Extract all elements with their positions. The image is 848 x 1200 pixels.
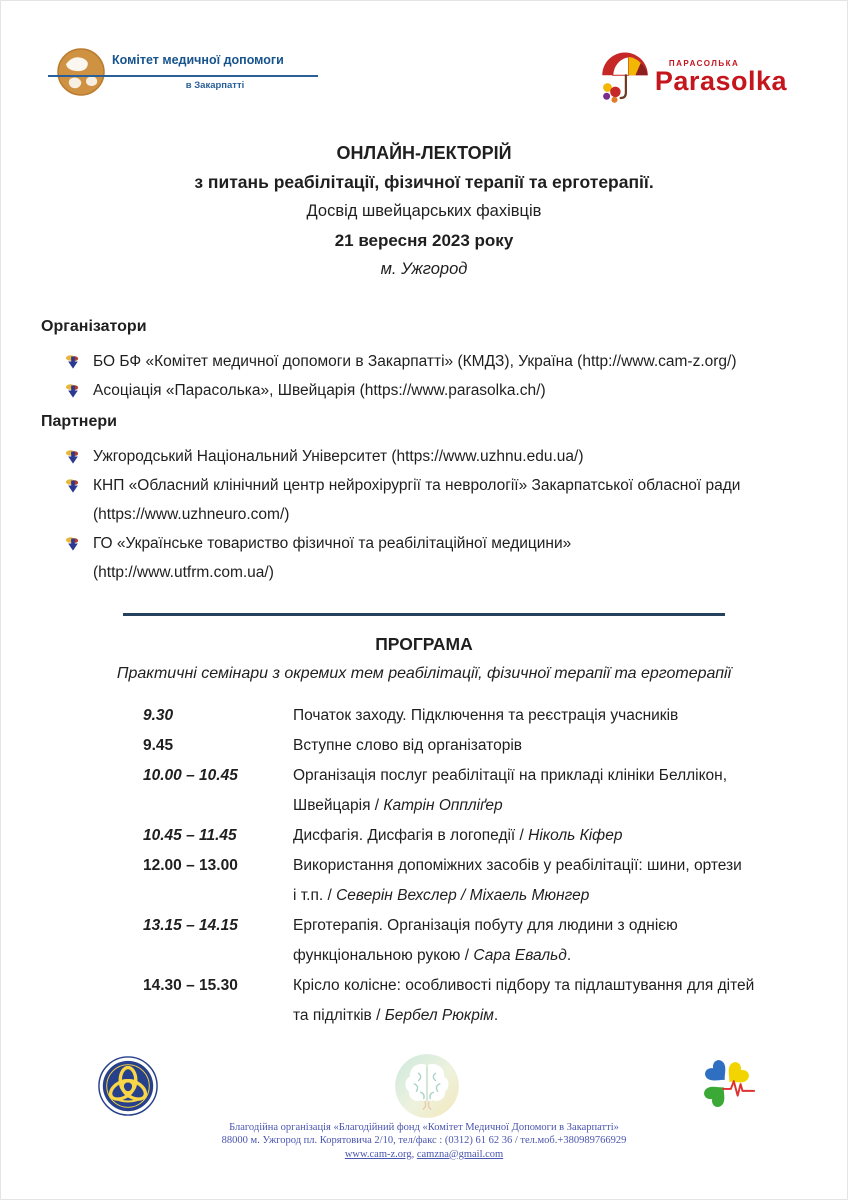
footer-text xyxy=(1,1121,847,1162)
program-description xyxy=(293,851,757,911)
program-description xyxy=(293,971,757,1031)
program-row xyxy=(143,821,757,851)
footer-links: www.cam-z.org, camzna@gmail.com xyxy=(344,1148,504,1160)
program-description xyxy=(293,911,757,971)
program-time: 10.00 – 10.45 xyxy=(143,767,238,784)
kmdz-logo-text: Комітет медичної допомоги xyxy=(112,53,284,67)
program-description xyxy=(293,701,757,731)
umbrella-icon xyxy=(597,47,653,107)
partners-heading: Партнери xyxy=(41,413,117,430)
program-row xyxy=(143,731,757,761)
event-subtitle: з питань реабілітації, фізичної терапії та ерготерапії. xyxy=(194,172,654,192)
session-text: і т.п. / xyxy=(293,887,337,904)
list-item-text: КНП «Обласний клінічний центр нейрохірургії та неврології» Закарпатської обласної ради (https://www.uzhneuro.com/) xyxy=(93,477,741,523)
program-heading: ПРОГРАМА xyxy=(375,634,473,654)
speaker-name: Ніколь Кіфер xyxy=(528,827,623,844)
session-text: . xyxy=(566,947,572,964)
uzhnu-emblem-icon xyxy=(97,1055,159,1117)
globe-icon xyxy=(56,47,106,97)
footer-link[interactable]: camzna@gmail.com xyxy=(416,1148,504,1160)
list-item-text: Асоціація «Парасолька», Швейцарія (https://www.parasolka.ch/) xyxy=(93,382,546,399)
list-item-text: БО БФ «Комітет медичної допомоги в Закарпатті» (КМДЗ), Україна (http://www.cam-z.org/) xyxy=(93,353,737,370)
program-subtitle: Практичні семінари з окремих тем реабілітації, фізичної терапії та ерготерапії xyxy=(116,665,732,682)
event-title: ОНЛАЙН-ЛЕКТОРІЙ xyxy=(336,143,512,163)
program-time: 9.45 xyxy=(143,737,174,754)
footer-org-name: Благодійна організація «Благодійний фонд «Комітет Медичної Допомоги в Закарпатті» xyxy=(229,1121,619,1133)
session-text: Використання допоміжних засобів у реабілітації: шини, ортези xyxy=(293,857,742,874)
list-item-text: Ужгородський Національний Університет (https://www.uzhnu.edu.ua/) xyxy=(93,448,584,465)
session-text: Дисфагія. Дисфагія в логопедії / xyxy=(293,827,529,844)
session-text: . xyxy=(493,1007,499,1024)
speaker-name: Бербел Рюкрім xyxy=(384,1007,494,1024)
session-text: та підлітків / xyxy=(293,1007,385,1024)
program-description xyxy=(293,821,757,851)
program-description xyxy=(293,761,757,821)
arrow-bullet-icon xyxy=(65,354,81,370)
program-time: 9.30 xyxy=(143,707,174,724)
partners-list xyxy=(41,442,757,587)
list-item xyxy=(65,376,757,405)
program-time: 13.15 – 14.15 xyxy=(143,917,238,934)
organizers-section xyxy=(41,312,757,587)
program-row xyxy=(143,851,757,911)
program-row xyxy=(143,761,757,821)
list-item xyxy=(65,471,757,529)
session-text: Швейцарія / xyxy=(293,797,384,814)
arrow-bullet-icon xyxy=(65,478,81,494)
footer xyxy=(1,1053,847,1162)
kmdz-logo-subtext: в Закарпатті xyxy=(185,80,245,91)
arrow-bullet-icon xyxy=(65,383,81,399)
divider-line xyxy=(123,613,725,616)
brain-logo-icon xyxy=(393,1052,461,1120)
list-item xyxy=(65,442,757,471)
program-time: 12.00 – 13.00 xyxy=(143,857,238,874)
program-row xyxy=(143,701,757,731)
arrow-bullet-icon xyxy=(65,536,81,552)
event-tagline: Досвід швейцарських фахівців xyxy=(306,202,542,220)
speaker-name: Северін Вехслер / Міхаель Мюнгер xyxy=(336,887,590,904)
parasolka-logo-small-text: ПАРАСОЛЬКА xyxy=(668,59,740,68)
list-item xyxy=(65,529,757,587)
session-text: Організація послуг реабілітації на прикладі клініки Беллікон, xyxy=(293,767,728,784)
speaker-name: Сара Евальд xyxy=(473,947,567,964)
header xyxy=(56,47,787,117)
event-city: м. Ужгород xyxy=(380,260,468,278)
session-text: функціональною рукою / xyxy=(293,947,474,964)
arrow-bullet-icon xyxy=(65,449,81,465)
title-block xyxy=(1,139,847,284)
parasolka-logo-big-text: Parasolka xyxy=(654,66,787,96)
footer-link[interactable]: www.cam-z.org xyxy=(344,1148,412,1160)
speaker-name: Катрін Оппліґер xyxy=(383,797,503,814)
program-row xyxy=(143,911,757,971)
hearts-flower-icon xyxy=(695,1055,759,1117)
list-item xyxy=(65,347,757,376)
session-text: Початок заходу. Підключення та реєстрація учасників xyxy=(293,707,679,724)
program-time: 14.30 – 15.30 xyxy=(143,977,238,994)
event-date: 21 вересня 2023 року xyxy=(334,231,514,250)
organizers-heading: Організатори xyxy=(41,318,147,335)
organizers-list xyxy=(41,347,757,405)
program-time: 10.45 – 11.45 xyxy=(143,827,237,844)
program-section xyxy=(1,630,847,1031)
kmdz-logo xyxy=(56,47,312,117)
program-row xyxy=(143,971,757,1031)
footer-address: 88000 м. Ужгород пл. Корятовича 2/10, тел/факс : (0312) 61 62 36 / тел.моб.+380989766929 xyxy=(221,1135,627,1146)
footer-logos xyxy=(97,1053,759,1119)
kmdz-logo-rule xyxy=(48,75,318,77)
session-text: Вступне слово від організаторів xyxy=(293,737,523,754)
list-item-text: ГО «Українське товариство фізичної та реабілітаційної медицини» (http://www.utfrm.com.ua/) xyxy=(93,535,572,581)
program-rows xyxy=(143,701,757,1031)
session-text: Крісло колісне: особливості підбору та підлаштування для дітей xyxy=(293,977,755,994)
session-text: Ерготерапія. Організація побуту для людини з однією xyxy=(293,917,678,934)
parasolka-logo xyxy=(597,47,787,117)
program-description xyxy=(293,731,757,761)
